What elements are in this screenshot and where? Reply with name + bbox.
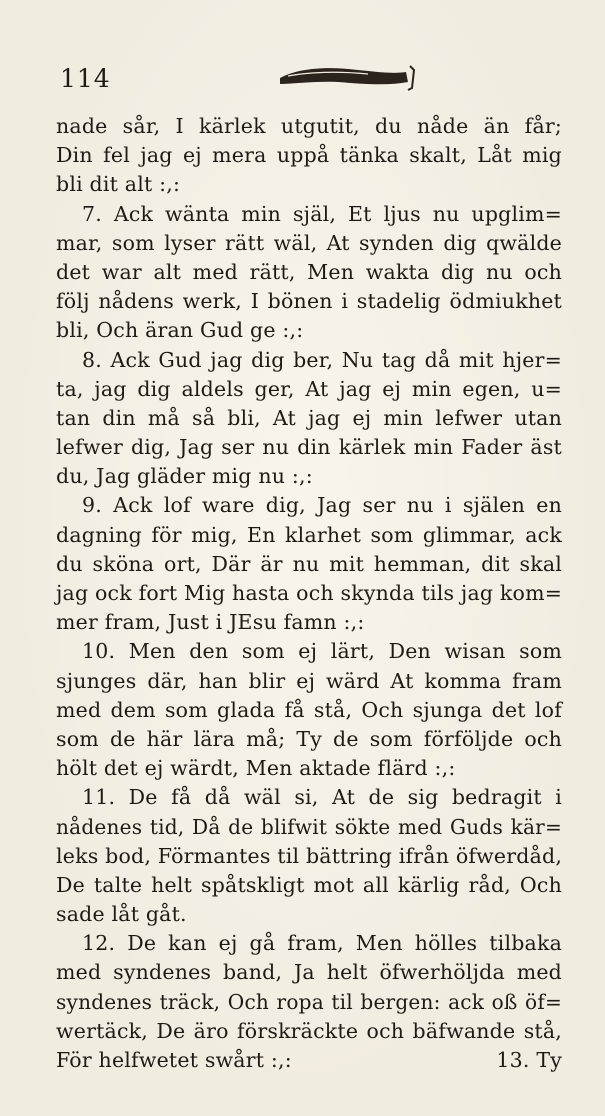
text-line: 11. De få då wäl si, At de sig bedragit i (82, 785, 562, 810)
text-line: mar, som lyser rätt wäl, At synden dig qwälde (56, 230, 562, 255)
text-line: nade sår, I kärlek utgutit, du nåde än får; (56, 114, 562, 138)
text-line: tan din må så bli, At jag ej min lefwer utan (56, 405, 562, 430)
text-line: dagning för mig, En klarhet som glimmar, ack (56, 522, 562, 547)
text-line: 7. Ack wänta min själ, Et ljus nu upglim= (82, 201, 562, 226)
text-line: 8. Ack Gud jag dig ber, Nu tag då mit hjer= (82, 347, 562, 372)
text-line: De talte helt spåtskligt mot all kärlig råd, Och (56, 872, 562, 897)
text-line: Din fel jag ej mera uppå tänka skalt, Låt mig (56, 143, 562, 168)
page-header (60, 62, 560, 102)
text-line: sjunges där, han blir ej wärd At komma fram (56, 668, 562, 693)
text-line: sade låt gåt. (56, 902, 187, 927)
header-ornament (268, 62, 418, 92)
text-line: wertäck, De äro förskräckte och bäfwande stå, (56, 1018, 562, 1043)
poem-text (56, 112, 562, 1075)
text-line: följ nådens werk, I bönen i stadelig ödmiukhet (56, 289, 562, 314)
text-line: du, Jag gläder mig nu :,: (56, 464, 313, 489)
text-line: det war alt med rätt, Men wakta dig nu och (56, 259, 562, 284)
text-line: lefwer dig, Jag ser nu din kärlek min Fader äst (56, 435, 562, 460)
page-number: 114 (60, 64, 111, 93)
text-line: ta, jag dig aldels ger, At jag ej min egen, u= (56, 376, 562, 401)
text-line: nådenes tid, Då de blifwit sökte med Guds kär= (56, 814, 562, 839)
text-line: bli, Och äran Gud ge :,: (56, 318, 304, 343)
text-line: jag ock fort Mig hasta och skynda tils jag kom= (56, 581, 563, 605)
text-line: hölt det ej wärdt, Men aktade flärd :,: (56, 756, 456, 781)
text-line: du sköna ort, Där är nu mit hemman, dit skal (56, 551, 562, 576)
text-line: med dem som glada få stå, Och sjunga det lof (56, 697, 562, 722)
catchword: 13. Ty (496, 1048, 562, 1072)
text-line: 9. Ack lof ware dig, Jag ser nu i själen en (82, 493, 562, 518)
text-line: 10. Men den som ej lärt, Den wisan som (82, 639, 562, 664)
text-line: mer fram, Just i JEsu famn :,: (56, 610, 365, 635)
text-line: bli dit alt :,: (56, 172, 181, 197)
text-line: syndenes träck, Och ropa til bergen: ack oß öf= (56, 989, 562, 1014)
text-line: För helfwetet swårt :,: (56, 1048, 292, 1072)
text-line: med syndenes band, Ja helt öfwerhöljda med (56, 960, 562, 985)
text-line: leks bod, Förmantes til bättring ifrån öfwerdåd, (56, 843, 563, 868)
text-line: 12. De kan ej gå fram, Men hölles tilbaka (82, 931, 562, 956)
text-line: som de här lära må; Ty de som förföljde och (56, 726, 562, 751)
text-line-final (56, 1046, 562, 1075)
